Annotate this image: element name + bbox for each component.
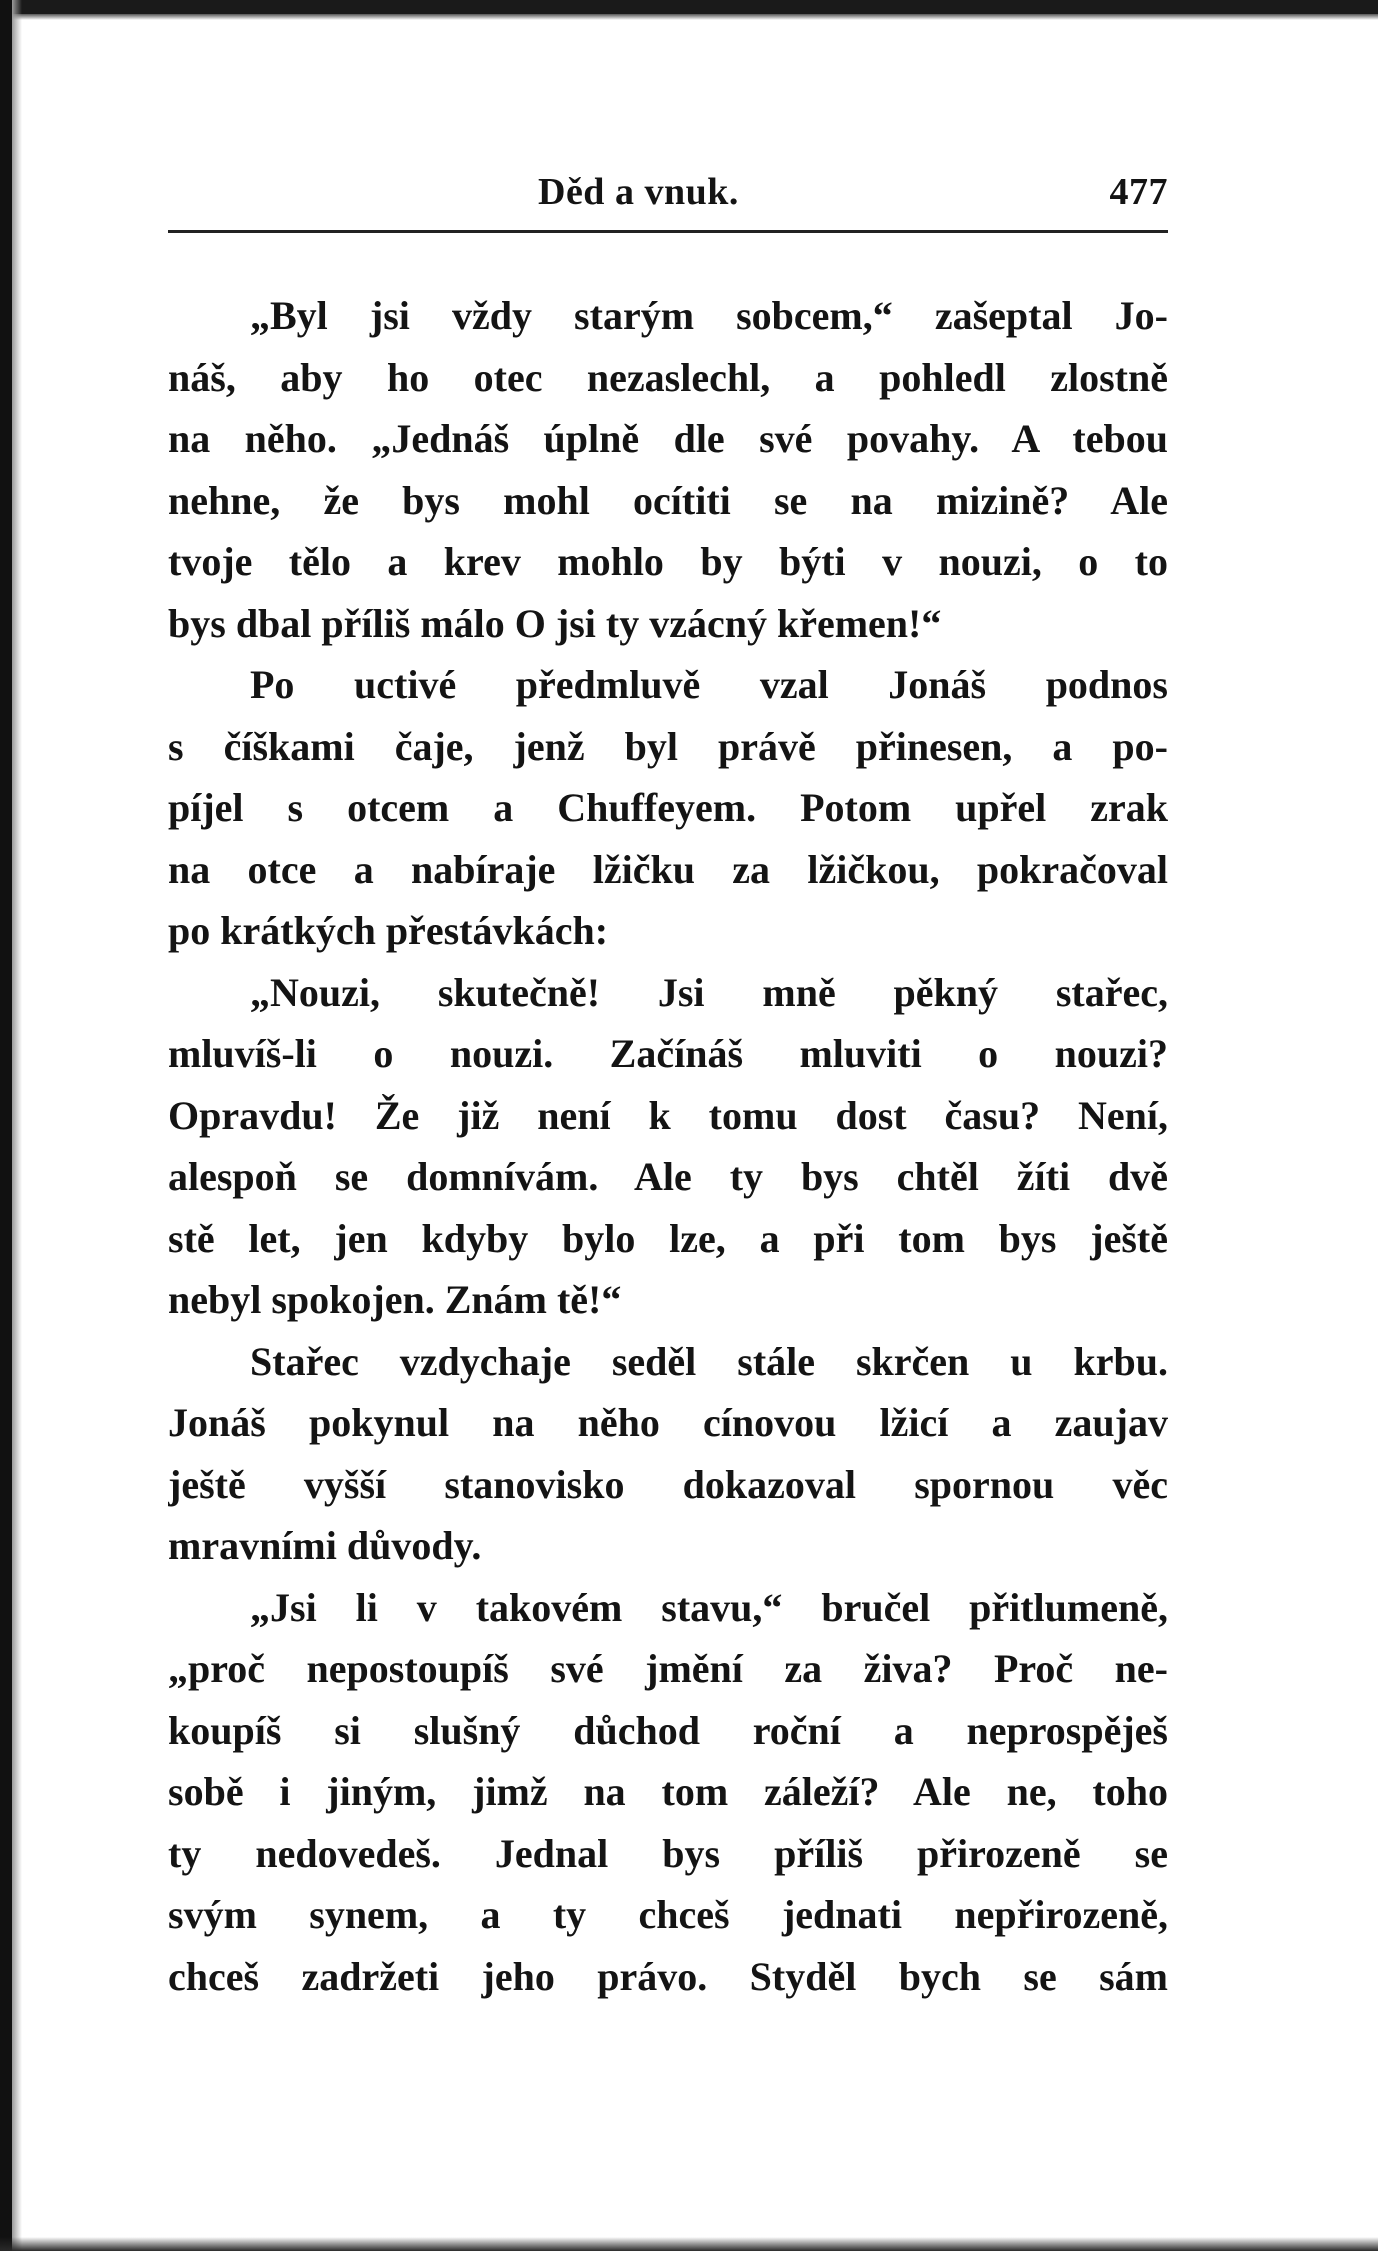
text-line: alespoň se domnívám. Ale ty bys chtěl žíti dvě	[168, 1154, 1168, 1199]
text-line: Opravdu! Že již není k tomu dost času? Není,	[168, 1092, 1168, 1138]
page-number: 477	[1109, 171, 1168, 213]
running-title: Děd a vnuk.	[538, 171, 739, 213]
text-line: Stařec vzdychaje seděl stále skrčen u krbu.	[250, 1338, 1168, 1384]
header-rule	[168, 230, 1168, 233]
scan-border-top	[0, 0, 1378, 14]
text-line: „Nouzi, skutečně! Jsi mně pěkný stařec,	[250, 969, 1168, 1015]
scan-border-left	[0, 0, 12, 2251]
text-line: nebyl spokojen. Znám tě!“	[168, 1277, 622, 1322]
text-line: ještě vyšší stanovisko dokazoval spornou věc	[168, 1461, 1168, 1507]
text-line: „Jsi li v takovém stavu,“ bručel přitlumeně,	[250, 1584, 1168, 1630]
scan-gutter-shadow	[12, 0, 22, 2251]
text-line: ty nedovedeš. Jednal bys příliš přirozeně se	[168, 1830, 1168, 1876]
text-line: chceš zadržeti jeho právo. Styděl bych se sám	[168, 1953, 1168, 1999]
running-head	[168, 160, 1168, 220]
text-line: mravními důvody.	[168, 1523, 482, 1568]
text-line: píjel s otcem a Chuffeyem. Potom upřel zrak	[168, 785, 1168, 830]
text-line: náš, aby ho otec nezaslechl, a pohledl zlostně	[168, 354, 1168, 400]
scan-border-bottom	[0, 2237, 1378, 2251]
text-line: mluvíš-li o nouzi. Začínáš mluviti o nouzi?	[168, 1031, 1168, 1076]
text-line: Po uctivé předmluvě vzal Jonáš podnos	[250, 662, 1168, 707]
text-line: sobě i jiným, jimž na tom záleží? Ale ne, toho	[168, 1769, 1168, 1814]
text-line: bys dbal příliš málo O jsi ty vzácný křemen!“	[168, 600, 942, 646]
text-line: na otce a nabíraje lžičku za lžičkou, pokračoval	[168, 846, 1168, 892]
text-line: s číškami čaje, jenž byl právě přinesen, a po-	[168, 723, 1168, 769]
body-text	[168, 285, 1168, 2007]
book-page	[168, 160, 1168, 2007]
text-line: „proč nepostoupíš své jmění za živa? Proč ne-	[168, 1646, 1168, 1691]
text-line: Jonáš pokynul na něho cínovou lžicí a zaujav	[168, 1400, 1168, 1445]
text-line: nehne, že bys mohl ocítiti se na mizině? Ale	[168, 477, 1168, 523]
text-line: tvoje tělo a krev mohlo by býti v nouzi, o to	[168, 539, 1168, 584]
text-line: na něho. „Jednáš úplně dle své povahy. A tebou	[168, 416, 1168, 461]
text-line: koupíš si slušný důchod roční a neprospěješ	[168, 1707, 1168, 1753]
text-line: svým synem, a ty chceš jednati nepřirozeně,	[168, 1892, 1168, 1937]
text-line: po krátkých přestávkách:	[168, 908, 609, 953]
text-line: stě let, jen kdyby bylo lze, a při tom bys ještě	[168, 1215, 1168, 1261]
text-line: „Byl jsi vždy starým sobcem,“ zašeptal Jo-	[250, 293, 1168, 338]
